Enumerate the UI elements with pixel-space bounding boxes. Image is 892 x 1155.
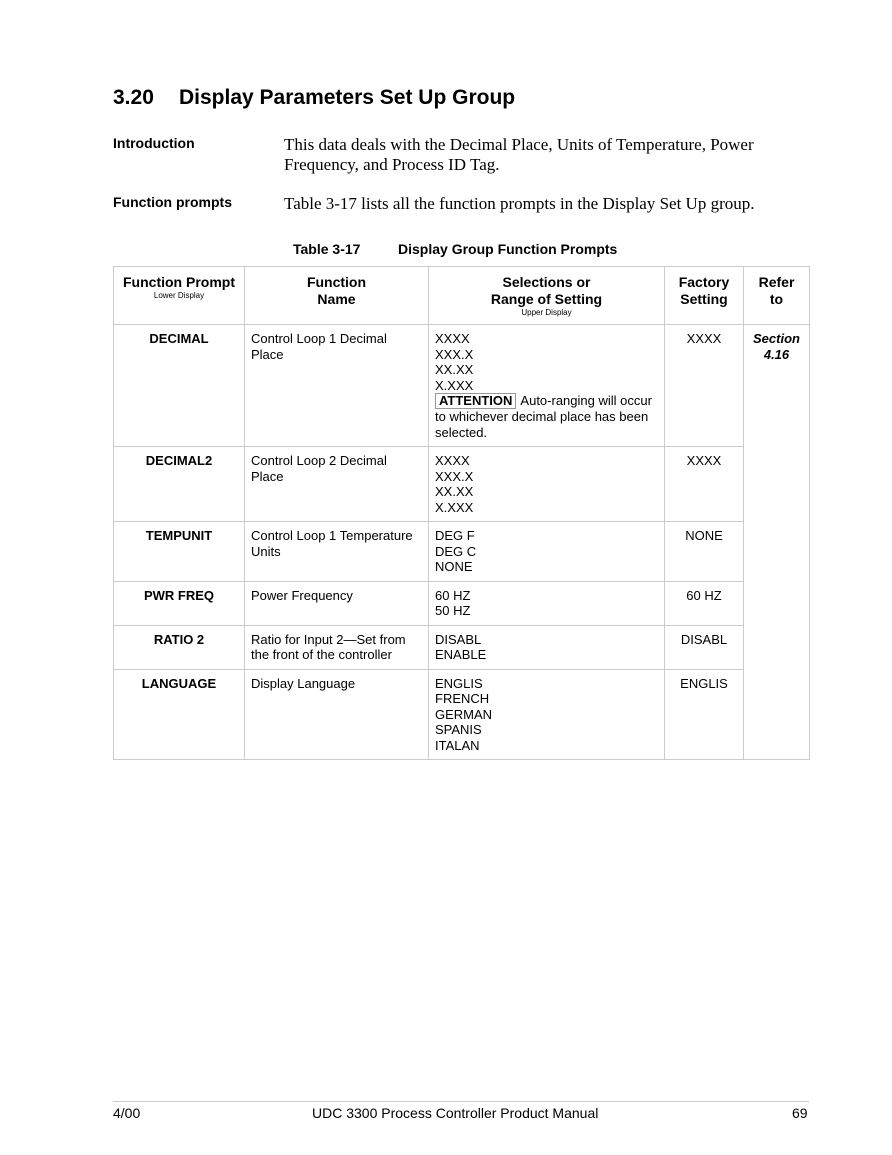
table-row: [114, 669, 810, 760]
selection-option: SPANIS: [435, 722, 482, 737]
footer-manual-title: UDC 3300 Process Controller Product Manual: [312, 1105, 599, 1121]
introduction-label: Introduction: [113, 135, 195, 151]
refer-to-cell: [744, 325, 810, 760]
function-prompt-cell: RATIO 2: [114, 625, 245, 669]
header-selections: Selections or Range of Setting Upper Display: [429, 267, 665, 325]
selection-option: X.XXX: [435, 499, 474, 515]
selection-option: DISABL: [435, 631, 482, 647]
selection-option: ENGLIS: [435, 675, 483, 691]
refer-section-label: Section: [753, 331, 800, 346]
header-function-name: Function Name: [245, 267, 429, 325]
introduction-text: This data deals with the Decimal Place, Units of Temperature, Power Frequency, and Process ID Tag.: [284, 135, 754, 174]
factory-setting-cell: 60 HZ: [665, 581, 744, 625]
table-row: [114, 581, 810, 625]
footer-divider: [113, 1101, 809, 1102]
selection-option: XXXX: [435, 453, 470, 468]
factory-setting-cell: XXXX: [665, 447, 744, 522]
function-prompt-cell: DECIMAL: [114, 325, 245, 447]
selections-cell: [429, 522, 665, 582]
section-number: 3.20: [113, 86, 154, 109]
section-title: Display Parameters Set Up Group: [179, 86, 516, 109]
selection-option: XX.XX: [435, 362, 474, 377]
function-prompt-cell: TEMPUNIT: [114, 522, 245, 582]
factory-setting-cell: ENGLIS: [665, 669, 744, 760]
selection-option: GERMAN: [435, 706, 493, 722]
selection-option: FRENCH: [435, 691, 490, 706]
table-title: Display Group Function Prompts: [398, 241, 618, 257]
selection-option: NONE: [435, 559, 473, 574]
function-name-cell: Ratio for Input 2—Set from the front of the controller: [245, 625, 429, 669]
selection-option: XXX.X: [435, 468, 474, 484]
header-factory-setting: Factory Setting: [665, 267, 744, 325]
table-header-row: [114, 267, 810, 325]
selection-option: DEG F: [435, 528, 475, 543]
table-row: [114, 447, 810, 522]
function-prompts-label: Function prompts: [113, 194, 232, 210]
function-prompts-text: Table 3-17 lists all the function prompts in the Display Set Up group.: [284, 194, 755, 213]
selection-option: ENABLE: [435, 647, 487, 662]
footer-page-number: 69: [792, 1105, 808, 1121]
section-heading: [113, 86, 515, 110]
selections-cell: [429, 625, 665, 669]
footer-date: 4/00: [113, 1105, 141, 1121]
selection-option: 50 HZ: [435, 603, 471, 618]
table-number: Table 3-17: [293, 241, 361, 257]
factory-setting-cell: XXXX: [665, 325, 744, 447]
table-row: [114, 625, 810, 669]
refer-section-number: 4.16: [763, 346, 790, 362]
function-name-cell: Control Loop 1 Decimal Place: [245, 325, 429, 447]
factory-setting-cell: NONE: [665, 522, 744, 582]
function-prompt-cell: DECIMAL2: [114, 447, 245, 522]
selection-option: X.XXX: [435, 377, 474, 393]
table-row: [114, 522, 810, 582]
selections-cell: [429, 669, 665, 760]
selection-option: ITALAN: [435, 737, 480, 753]
selection-option: DEG C: [435, 543, 477, 559]
attention-text: Auto-ranging will occur to whichever decimal place has been selected.: [435, 393, 652, 440]
selection-option: 60 HZ: [435, 587, 471, 603]
selection-option: XXX.X: [435, 346, 474, 362]
attention-note: [435, 393, 652, 440]
function-name-cell: Control Loop 2 Decimal Place: [245, 447, 429, 522]
table-row: [114, 325, 810, 447]
function-name-cell: Display Language: [245, 669, 429, 760]
selections-cell: [429, 581, 665, 625]
table-caption: [293, 241, 617, 257]
function-name-cell: Power Frequency: [245, 581, 429, 625]
selections-cell: [429, 325, 665, 447]
attention-badge: ATTENTION: [435, 393, 516, 409]
factory-setting-cell: DISABL: [665, 625, 744, 669]
function-prompt-cell: LANGUAGE: [114, 669, 245, 760]
header-function-prompt: Function Prompt Lower Display: [114, 267, 245, 325]
function-prompt-cell: PWR FREQ: [114, 581, 245, 625]
header-refer-to: Refer to: [744, 267, 810, 325]
selections-cell: [429, 447, 665, 522]
selection-option: XX.XX: [435, 484, 474, 499]
function-name-cell: Control Loop 1 Temperature Units: [245, 522, 429, 582]
function-prompts-table: [113, 266, 810, 760]
selection-option: XXXX: [435, 331, 470, 346]
